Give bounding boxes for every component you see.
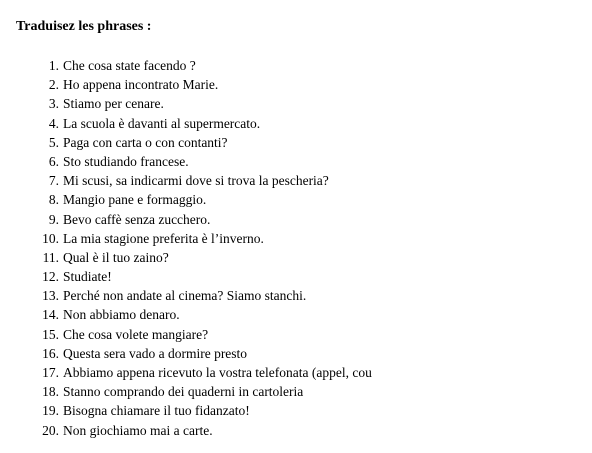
item-sentence: Sto studiando francese. bbox=[63, 153, 189, 169]
item-sentence: Mangio pane e formaggio. bbox=[63, 192, 207, 208]
item-sentence: Che cosa volete mangiare? bbox=[63, 326, 209, 342]
list-item bbox=[34, 382, 372, 401]
item-sentence: Stiamo per cenare. bbox=[63, 96, 164, 112]
item-number: 20. bbox=[42, 422, 59, 438]
list-item bbox=[34, 363, 372, 382]
item-sentence: Qual è il tuo zaino? bbox=[63, 249, 169, 265]
item-sentence: La mia stagione preferita è l’inverno. bbox=[63, 230, 264, 246]
list-item bbox=[34, 229, 372, 248]
item-sentence: Questa sera vado a dormire presto bbox=[63, 345, 248, 361]
item-sentence: Perché non andate al cinema? Siamo stanchi. bbox=[63, 288, 307, 304]
item-number: 18. bbox=[42, 384, 59, 400]
item-number: 7. bbox=[48, 173, 59, 189]
item-number: 16. bbox=[42, 345, 59, 361]
item-sentence: La scuola è davanti al supermercato. bbox=[63, 115, 261, 131]
item-number: 15. bbox=[42, 326, 59, 342]
item-number: 2. bbox=[48, 77, 59, 93]
list-item bbox=[34, 171, 372, 190]
item-number: 11. bbox=[42, 249, 59, 265]
list-item bbox=[34, 56, 372, 75]
list-item bbox=[34, 210, 372, 229]
list-item bbox=[34, 152, 372, 171]
item-number: 1. bbox=[48, 58, 59, 73]
list-item bbox=[34, 286, 372, 305]
item-number: 3. bbox=[48, 96, 59, 112]
item-sentence: Mi scusi, sa indicarmi dove si trova la pescheria? bbox=[63, 173, 329, 189]
item-number: 13. bbox=[42, 288, 59, 304]
item-sentence: Studiate! bbox=[63, 269, 112, 285]
item-number: 12. bbox=[42, 269, 59, 285]
item-number: 19. bbox=[42, 403, 59, 419]
list-item bbox=[34, 267, 372, 286]
list-item bbox=[34, 344, 372, 363]
item-number: 14. bbox=[42, 307, 59, 323]
item-sentence: Stanno comprando dei quaderni in cartoleria bbox=[63, 384, 304, 400]
list-item bbox=[34, 94, 372, 113]
list-item bbox=[34, 305, 372, 324]
item-number: 17. bbox=[42, 365, 59, 380]
item-sentence: Bisogna chiamare il tuo fidanzato! bbox=[63, 403, 250, 419]
list-item bbox=[34, 133, 372, 152]
item-sentence: Abbiamo appena ricevuto la vostra telefonata (appel, cou bbox=[63, 365, 372, 380]
item-sentence: Paga con carta o con contanti? bbox=[63, 134, 228, 150]
item-number: 9. bbox=[48, 211, 59, 227]
item-number: 8. bbox=[48, 192, 59, 208]
item-sentence: Non giochiamo mai a carte. bbox=[63, 422, 213, 438]
item-sentence: Bevo caffè senza zucchero. bbox=[63, 211, 211, 227]
list-item bbox=[34, 421, 372, 440]
item-sentence: Che cosa state facendo ? bbox=[63, 58, 196, 73]
sentence-list bbox=[34, 56, 372, 440]
item-number: 4. bbox=[48, 115, 59, 131]
list-item bbox=[34, 190, 372, 209]
item-number: 6. bbox=[48, 153, 59, 169]
list-item bbox=[34, 325, 372, 344]
list-item bbox=[34, 401, 372, 420]
item-sentence: Non abbiamo denaro. bbox=[63, 307, 180, 323]
list-item bbox=[34, 114, 372, 133]
item-number: 10. bbox=[42, 230, 59, 246]
list-item bbox=[34, 75, 372, 94]
item-number: 5. bbox=[48, 134, 59, 150]
item-sentence: Ho appena incontrato Marie. bbox=[63, 77, 219, 93]
page-title: Traduisez les phrases : bbox=[16, 19, 152, 34]
list-item bbox=[34, 248, 372, 267]
